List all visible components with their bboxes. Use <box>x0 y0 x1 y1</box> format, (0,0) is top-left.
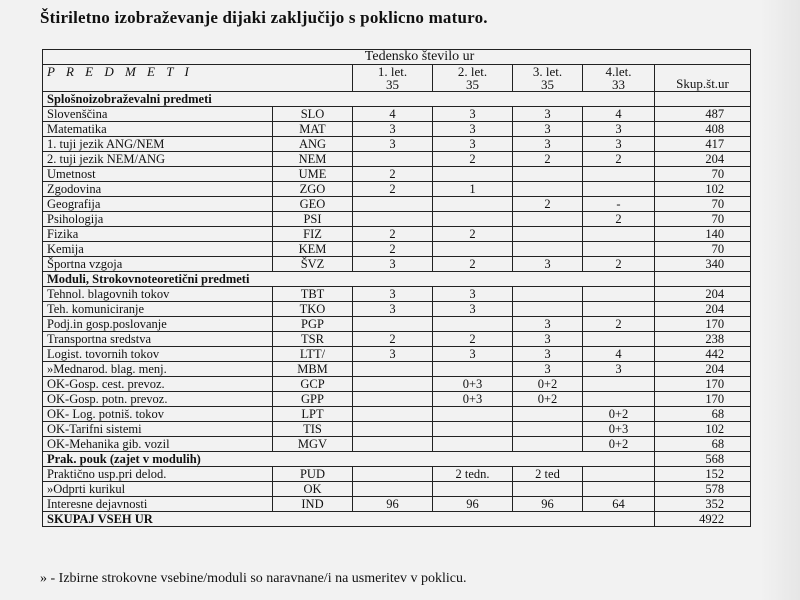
year-3-hours: 0+2 <box>513 392 583 407</box>
subject-total: 204 <box>655 287 751 302</box>
year-2-hours: 3 <box>433 347 513 362</box>
year-2-hours: 2 <box>433 257 513 272</box>
year-2-hours: 3 <box>433 122 513 137</box>
year-3-hours <box>513 302 583 317</box>
year-2-hours <box>433 212 513 227</box>
year-3-hours <box>513 242 583 257</box>
year-4-hours <box>583 242 655 257</box>
subject-code: PSI <box>273 212 353 227</box>
section-total: 568 <box>655 452 751 467</box>
subject-code: MBM <box>273 362 353 377</box>
year-1-hours: 3 <box>353 122 433 137</box>
year-1-header: 1. let. 35 <box>353 65 433 92</box>
subject-name: Transportna sredstva <box>43 332 273 347</box>
subject-total: 170 <box>655 317 751 332</box>
subject-code: PUD <box>273 467 353 482</box>
year-2-hours: 1 <box>433 182 513 197</box>
year-3-hours: 2 ted <box>513 467 583 482</box>
year-1-hours: 3 <box>353 287 433 302</box>
subject-total: 70 <box>655 197 751 212</box>
year-4-hours: 2 <box>583 317 655 332</box>
subject-name: Fizika <box>43 227 273 242</box>
year-4-hours <box>583 182 655 197</box>
subject-total: 204 <box>655 362 751 377</box>
section-total <box>655 272 751 287</box>
subject-total: 204 <box>655 152 751 167</box>
subject-code: ANG <box>273 137 353 152</box>
subject-name: OK-Tarifni sistemi <box>43 422 273 437</box>
table-row <box>43 407 751 422</box>
table-row <box>43 167 751 182</box>
year-3-hours <box>513 422 583 437</box>
year-4-hours <box>583 167 655 182</box>
table-row <box>43 347 751 362</box>
header-row-2 <box>43 65 751 92</box>
subject-code: GEO <box>273 197 353 212</box>
subject-name: OK- Log. potniš. tokov <box>43 407 273 422</box>
year-2-hours: 0+3 <box>433 377 513 392</box>
year-2-header: 2. let. 35 <box>433 65 513 92</box>
subject-code: TBT <box>273 287 353 302</box>
subject-name: OK-Gosp. cest. prevoz. <box>43 377 273 392</box>
subject-name: Športna vzgoja <box>43 257 273 272</box>
screen-edge-shade <box>760 0 800 600</box>
subject-name: Podj.in gosp.poslovanje <box>43 317 273 332</box>
year-4-hours <box>583 332 655 347</box>
table-row <box>43 422 751 437</box>
year-1-hours: 2 <box>353 227 433 242</box>
subject-total: 70 <box>655 212 751 227</box>
table-row <box>43 497 751 512</box>
subject-name: Praktično usp.pri delod. <box>43 467 273 482</box>
year-2-hours: 3 <box>433 302 513 317</box>
curriculum-table-wrap <box>42 49 750 527</box>
table-row <box>43 242 751 257</box>
year-2-hours: 2 <box>433 332 513 347</box>
year-4-hours <box>583 302 655 317</box>
curriculum-table <box>42 49 751 527</box>
year-1-hours <box>353 437 433 452</box>
year-1-hours: 2 <box>353 332 433 347</box>
table-row <box>43 122 751 137</box>
subject-total: 578 <box>655 482 751 497</box>
year-4-hours: 0+3 <box>583 422 655 437</box>
subject-name: OK-Gosp. potn. prevoz. <box>43 392 273 407</box>
year-3-hours <box>513 407 583 422</box>
subject-name: Tehnol. blagovnih tokov <box>43 287 273 302</box>
subject-total: 102 <box>655 422 751 437</box>
year-3-hours: 3 <box>513 107 583 122</box>
subject-total: 102 <box>655 182 751 197</box>
grand-total-label: SKUPAJ VSEH UR <box>43 512 655 527</box>
subject-name: »Odprti kurikul <box>43 482 273 497</box>
subject-name: Teh. komuniciranje <box>43 302 273 317</box>
year-1-hours <box>353 407 433 422</box>
subject-code: SLO <box>273 107 353 122</box>
year-4-hours: 2 <box>583 257 655 272</box>
year-4-hours: 3 <box>583 137 655 152</box>
year-2-hours: 0+3 <box>433 392 513 407</box>
year-4-hours <box>583 392 655 407</box>
section-row <box>43 92 751 107</box>
year-2-hours: 2 <box>433 152 513 167</box>
subject-total: 170 <box>655 377 751 392</box>
total-hours-header: Skup.št.ur <box>655 65 751 92</box>
year-3-hours <box>513 212 583 227</box>
year-3-hours: 3 <box>513 362 583 377</box>
subject-code: MGV <box>273 437 353 452</box>
table-row <box>43 197 751 212</box>
subject-total: 238 <box>655 332 751 347</box>
year-2-hours: 2 <box>433 227 513 242</box>
year-2-hours <box>433 482 513 497</box>
year-1-hours: 3 <box>353 137 433 152</box>
subject-name: Zgodovina <box>43 182 273 197</box>
footnote: » - Izbirne strokovne vsebine/moduli so naravnane/i na usmeritev v poklicu. <box>40 571 467 586</box>
table-row <box>43 392 751 407</box>
year-3-hours: 3 <box>513 257 583 272</box>
year-1-hours <box>353 467 433 482</box>
year-4-hours: - <box>583 197 655 212</box>
year-3-hours: 2 <box>513 152 583 167</box>
year-4-hours <box>583 227 655 242</box>
subject-name: Matematika <box>43 122 273 137</box>
year-1-hours <box>353 422 433 437</box>
page-title: Štiriletno izobraževanje dijaki zaključijo s poklicno maturo. <box>40 8 488 27</box>
subject-name: 1. tuji jezik ANG/NEM <box>43 137 273 152</box>
year-4-hours: 2 <box>583 212 655 227</box>
subject-total: 140 <box>655 227 751 242</box>
subject-name: Psihologija <box>43 212 273 227</box>
subject-code: TIS <box>273 422 353 437</box>
subject-code: TKO <box>273 302 353 317</box>
table-row <box>43 362 751 377</box>
subject-total: 204 <box>655 302 751 317</box>
table-row <box>43 467 751 482</box>
subject-name: Slovenščina <box>43 107 273 122</box>
subject-code: ZGO <box>273 182 353 197</box>
year-2-hours: 3 <box>433 287 513 302</box>
year-1-hours <box>353 482 433 497</box>
subject-code: KEM <box>273 242 353 257</box>
section-total <box>655 92 751 107</box>
table-row <box>43 302 751 317</box>
subject-code: LTT/ <box>273 347 353 362</box>
section-title: Splošnoizobraževalni predmeti <box>43 92 655 107</box>
subject-name: Umetnost <box>43 167 273 182</box>
table-row <box>43 377 751 392</box>
year-3-hours: 2 <box>513 197 583 212</box>
year-4-hours: 2 <box>583 152 655 167</box>
year-3-hours: 3 <box>513 137 583 152</box>
year-4-hours <box>583 467 655 482</box>
year-4-hours: 0+2 <box>583 437 655 452</box>
year-1-hours: 2 <box>353 167 433 182</box>
year-2-hours <box>433 437 513 452</box>
subject-total: 70 <box>655 242 751 257</box>
year-3-hours: 3 <box>513 122 583 137</box>
subject-total: 340 <box>655 257 751 272</box>
year-3-hours <box>513 287 583 302</box>
year-4-hours <box>583 287 655 302</box>
year-2-hours <box>433 362 513 377</box>
subject-total: 442 <box>655 347 751 362</box>
subject-total: 352 <box>655 497 751 512</box>
year-4-hours: 64 <box>583 497 655 512</box>
subject-name: »Mednarod. blag. menj. <box>43 362 273 377</box>
section-title: Prak. pouk (zajet v modulih) <box>43 452 655 467</box>
section-title: Moduli, Strokovnoteoretični predmeti <box>43 272 655 287</box>
year-1-hours <box>353 152 433 167</box>
year-4-hours: 4 <box>583 347 655 362</box>
subject-code: MAT <box>273 122 353 137</box>
subject-total: 68 <box>655 437 751 452</box>
subject-code: PGP <box>273 317 353 332</box>
table-row <box>43 317 751 332</box>
table-row <box>43 152 751 167</box>
year-4-hours <box>583 377 655 392</box>
year-1-hours <box>353 377 433 392</box>
subject-total: 487 <box>655 107 751 122</box>
year-4-hours: 3 <box>583 362 655 377</box>
year-2-hours: 96 <box>433 497 513 512</box>
year-3-hours: 96 <box>513 497 583 512</box>
subject-code: ŠVZ <box>273 257 353 272</box>
year-1-hours: 3 <box>353 302 433 317</box>
year-2-hours <box>433 197 513 212</box>
year-3-hours <box>513 437 583 452</box>
subjects-header: P R E D M E T I <box>43 65 353 92</box>
year-1-hours: 4 <box>353 107 433 122</box>
table-row <box>43 107 751 122</box>
year-3-hours: 0+2 <box>513 377 583 392</box>
year-2-hours: 2 tedn. <box>433 467 513 482</box>
table-row <box>43 227 751 242</box>
year-4-hours: 0+2 <box>583 407 655 422</box>
section-row <box>43 272 751 287</box>
year-2-hours <box>433 422 513 437</box>
table-row <box>43 137 751 152</box>
subject-total: 170 <box>655 392 751 407</box>
year-1-hours <box>353 197 433 212</box>
table-row <box>43 482 751 497</box>
table-row <box>43 287 751 302</box>
year-3-hours <box>513 482 583 497</box>
year-4-hours: 3 <box>583 122 655 137</box>
subject-total: 417 <box>655 137 751 152</box>
year-3-hours: 3 <box>513 317 583 332</box>
subject-name: 2. tuji jezik NEM/ANG <box>43 152 273 167</box>
year-3-hours: 3 <box>513 332 583 347</box>
subject-name: OK-Mehanika gib. vozil <box>43 437 273 452</box>
table-row <box>43 212 751 227</box>
year-2-hours <box>433 167 513 182</box>
subject-total: 70 <box>655 167 751 182</box>
year-3-hours: 3 <box>513 347 583 362</box>
year-2-hours: 3 <box>433 107 513 122</box>
subject-name: Logist. tovornih tokov <box>43 347 273 362</box>
table-row <box>43 257 751 272</box>
subject-total: 152 <box>655 467 751 482</box>
year-3-hours <box>513 182 583 197</box>
grand-total-row <box>43 512 751 527</box>
year-1-hours <box>353 317 433 332</box>
year-1-hours <box>353 212 433 227</box>
subject-code: TSR <box>273 332 353 347</box>
subject-total: 408 <box>655 122 751 137</box>
header-row-1 <box>43 50 751 65</box>
subject-name: Kemija <box>43 242 273 257</box>
subject-code: UME <box>273 167 353 182</box>
weekly-hours-header: Tedensko število ur <box>43 50 751 65</box>
year-4-header: 4.let. 33 <box>583 65 655 92</box>
year-1-hours <box>353 392 433 407</box>
subject-total: 68 <box>655 407 751 422</box>
subject-code: OK <box>273 482 353 497</box>
year-2-hours <box>433 317 513 332</box>
grand-total-value: 4922 <box>655 512 751 527</box>
subject-name: Interesne dejavnosti <box>43 497 273 512</box>
subject-code: GCP <box>273 377 353 392</box>
year-1-hours: 2 <box>353 182 433 197</box>
year-1-hours: 3 <box>353 257 433 272</box>
year-3-hours <box>513 227 583 242</box>
table-row <box>43 332 751 347</box>
section-row <box>43 452 751 467</box>
year-4-hours <box>583 482 655 497</box>
table-row <box>43 182 751 197</box>
year-2-hours: 3 <box>433 137 513 152</box>
subject-code: NEM <box>273 152 353 167</box>
subject-name: Geografija <box>43 197 273 212</box>
subject-code: FIZ <box>273 227 353 242</box>
year-1-hours: 96 <box>353 497 433 512</box>
table-row <box>43 437 751 452</box>
subject-code: IND <box>273 497 353 512</box>
year-1-hours <box>353 362 433 377</box>
subject-code: GPP <box>273 392 353 407</box>
year-3-hours <box>513 167 583 182</box>
year-1-hours: 3 <box>353 347 433 362</box>
year-2-hours <box>433 242 513 257</box>
year-1-hours: 2 <box>353 242 433 257</box>
year-4-hours: 4 <box>583 107 655 122</box>
subject-code: LPT <box>273 407 353 422</box>
year-2-hours <box>433 407 513 422</box>
year-3-header: 3. let. 35 <box>513 65 583 92</box>
